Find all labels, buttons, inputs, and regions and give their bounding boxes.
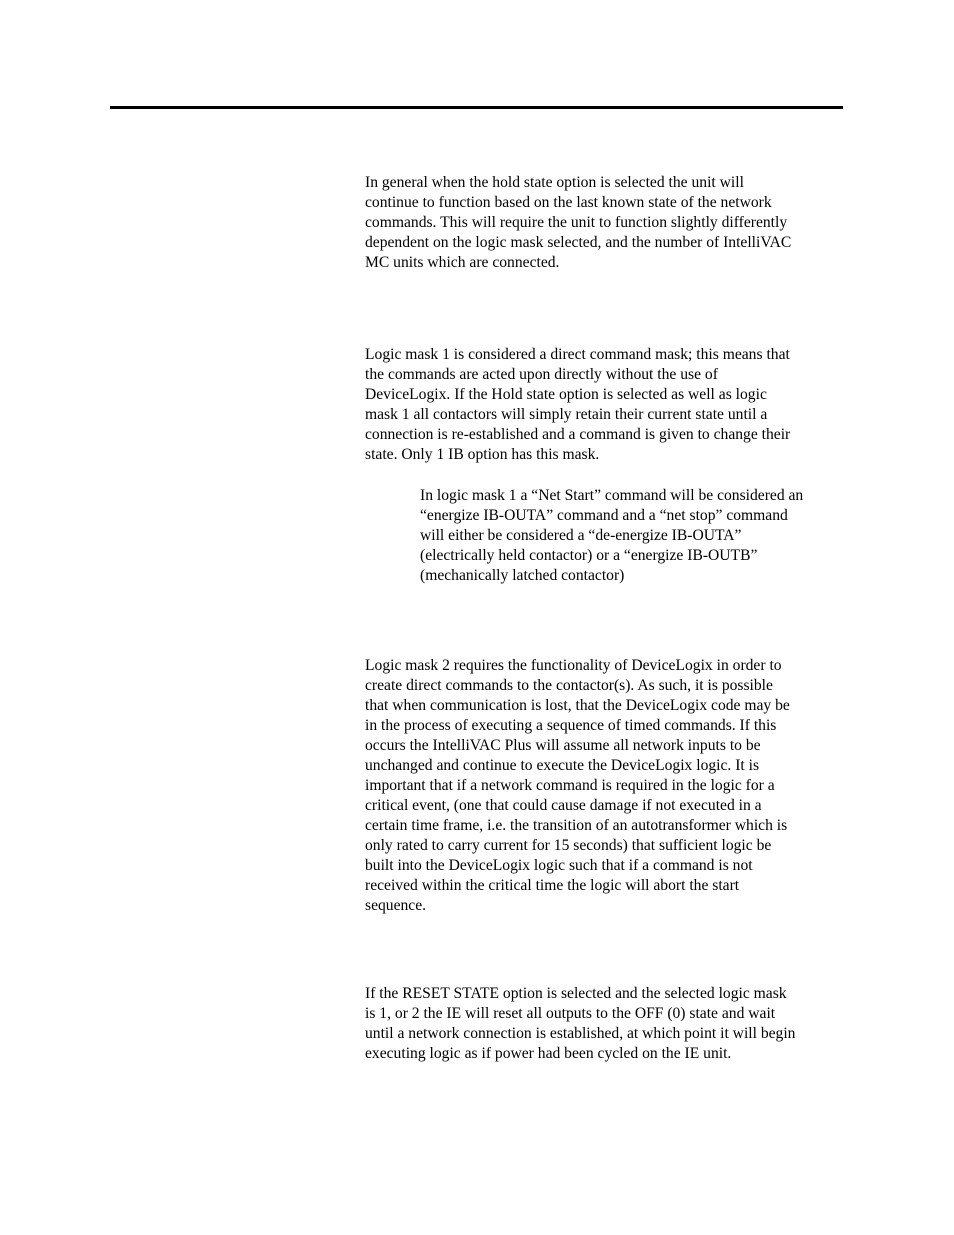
text-line: create direct commands to the contactor(s). As such, it is possible [365, 677, 773, 694]
text-line: In general when the hold state option is selected the unit will [365, 174, 744, 191]
text-line: In logic mask 1 a “Net Start” command will be considered an [420, 487, 804, 504]
text-line: sequence. [365, 897, 427, 914]
header-rule [110, 106, 843, 109]
text-line: only rated to carry current for 15 seconds) that sufficient logic be [365, 837, 772, 854]
text-line: DeviceLogix. If the Hold state option is selected as well as logic [365, 386, 767, 403]
text-line: connection is re-established and a command is given to change their [365, 426, 791, 443]
text-line: Logic mask 1 is considered a direct command mask; this means that [365, 346, 790, 363]
text-line: (mechanically latched contactor) [420, 567, 625, 584]
text-line: commands. This will require the unit to function slightly differently [365, 214, 788, 231]
text-line: that when communication is lost, that the DeviceLogix code may be [365, 697, 790, 714]
text-line: Logic mask 2 requires the functionality of DeviceLogix in order to [365, 657, 782, 674]
text-line: mask 1 all contactors will simply retain their current state until a [365, 406, 768, 423]
paragraph-logic-mask-2 [365, 656, 790, 916]
text-line: important that if a network command is required in the logic for a [365, 777, 775, 794]
text-line: until a network connection is established, at which point it will begin [365, 1025, 796, 1042]
text-line: executing logic as if power had been cycled on the IE unit. [365, 1045, 732, 1062]
text-line: dependent on the logic mask selected, and the number of IntelliVAC [365, 234, 792, 251]
text-line: critical event, (one that could cause damage if not executed in a [365, 797, 762, 814]
text-line: “energize IB-OUTA” command and a “net stop” command [420, 507, 788, 524]
text-line: will either be considered a “de-energize IB-OUTA” [420, 527, 742, 544]
text-line: unchanged and continue to execute the DeviceLogix logic. It is [365, 757, 760, 774]
paragraph-logic-mask-1 [365, 345, 790, 465]
text-line: state. Only 1 IB option has this mask. [365, 446, 600, 463]
text-line: certain time frame, i.e. the transition of an autotransformer which is [365, 817, 788, 834]
paragraph-hold-state-general [365, 173, 791, 273]
text-line: MC units which are connected. [365, 254, 560, 271]
text-line: received within the critical time the logic will abort the start [365, 877, 740, 894]
text-line: (electrically held contactor) or a “energize IB-OUTB” [420, 547, 758, 564]
text-line: is 1, or 2 the IE will reset all outputs to the OFF (0) state and wait [365, 1005, 776, 1022]
text-line: the commands are acted upon directly without the use of [365, 366, 718, 383]
paragraph-logic-mask-1-note [420, 486, 803, 586]
text-line: continue to function based on the last known state of the network [365, 194, 772, 211]
paragraph-reset-state [365, 984, 795, 1064]
text-line: built into the DeviceLogix logic such that if a command is not [365, 857, 753, 874]
text-line: in the process of executing a sequence of timed commands. If this [365, 717, 777, 734]
text-line: If the RESET STATE option is selected and the selected logic mask [365, 985, 787, 1002]
text-line: occurs the IntelliVAC Plus will assume all network inputs to be [365, 737, 761, 754]
